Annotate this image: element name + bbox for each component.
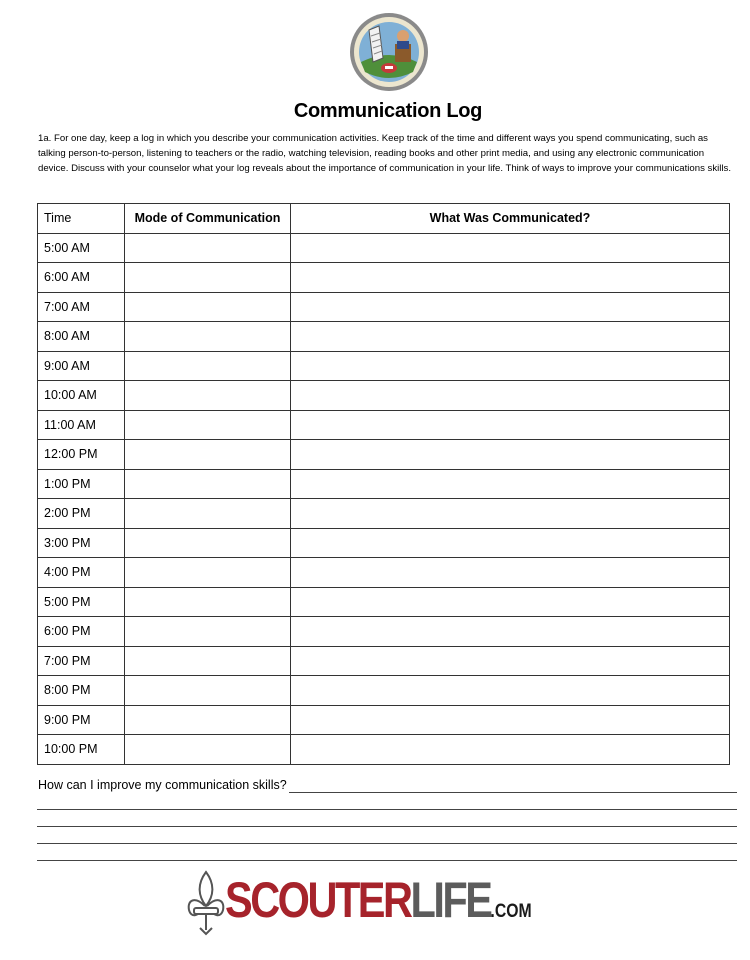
scouterlife-logo	[185, 868, 605, 938]
time-cell: 2:00 PM	[38, 499, 125, 529]
table-row	[38, 587, 730, 617]
communication-log-table	[37, 203, 730, 765]
answer-line[interactable]	[37, 831, 737, 844]
what-cell[interactable]	[291, 705, 730, 735]
table-row	[38, 233, 730, 263]
what-cell[interactable]	[291, 233, 730, 263]
time-cell: 6:00 AM	[38, 263, 125, 293]
time-cell: 7:00 AM	[38, 292, 125, 322]
table-row	[38, 499, 730, 529]
what-cell[interactable]	[291, 587, 730, 617]
table-row	[38, 440, 730, 470]
mode-cell[interactable]	[125, 499, 291, 529]
mode-cell[interactable]	[125, 322, 291, 352]
table-row	[38, 292, 730, 322]
time-cell: 4:00 PM	[38, 558, 125, 588]
mode-cell[interactable]	[125, 292, 291, 322]
table-row	[38, 617, 730, 647]
page-title: Communication Log	[293, 100, 483, 122]
mode-cell[interactable]	[125, 587, 291, 617]
mode-cell[interactable]	[125, 381, 291, 411]
what-cell[interactable]	[291, 410, 730, 440]
table-row	[38, 351, 730, 381]
mode-cell[interactable]	[125, 440, 291, 470]
time-cell: 1:00 PM	[38, 469, 125, 499]
table-header-row	[38, 204, 730, 234]
what-cell[interactable]	[291, 322, 730, 352]
table-row	[38, 528, 730, 558]
table-row	[38, 735, 730, 765]
mode-cell[interactable]	[125, 646, 291, 676]
what-cell[interactable]	[291, 676, 730, 706]
what-cell[interactable]	[291, 440, 730, 470]
logo-wordmark	[225, 865, 532, 947]
what-cell[interactable]	[291, 735, 730, 765]
answer-line[interactable]	[37, 848, 737, 861]
header-what: What Was Communicated?	[291, 204, 730, 234]
mode-cell[interactable]	[125, 705, 291, 735]
mode-cell[interactable]	[125, 233, 291, 263]
time-cell: 8:00 PM	[38, 676, 125, 706]
header-mode: Mode of Communication	[125, 204, 291, 234]
time-cell: 7:00 PM	[38, 646, 125, 676]
log-body	[38, 233, 730, 764]
table-row	[38, 705, 730, 735]
time-cell: 10:00 PM	[38, 735, 125, 765]
table-row	[38, 381, 730, 411]
table-row	[38, 263, 730, 293]
answer-line[interactable]	[37, 797, 737, 810]
mode-cell[interactable]	[125, 676, 291, 706]
mode-cell[interactable]	[125, 558, 291, 588]
logo-text-com: .COM	[490, 901, 532, 922]
what-cell[interactable]	[291, 528, 730, 558]
mode-cell[interactable]	[125, 351, 291, 381]
table-row	[38, 410, 730, 440]
time-cell: 3:00 PM	[38, 528, 125, 558]
what-cell[interactable]	[291, 499, 730, 529]
what-cell[interactable]	[291, 646, 730, 676]
table-row	[38, 646, 730, 676]
what-cell[interactable]	[291, 263, 730, 293]
improve-question: How can I improve my communication skills?	[38, 778, 287, 792]
mode-cell[interactable]	[125, 528, 291, 558]
what-cell[interactable]	[291, 351, 730, 381]
mode-cell[interactable]	[125, 617, 291, 647]
time-cell: 5:00 PM	[38, 587, 125, 617]
time-cell: 10:00 AM	[38, 381, 125, 411]
time-cell: 8:00 AM	[38, 322, 125, 352]
time-cell: 5:00 AM	[38, 233, 125, 263]
mode-cell[interactable]	[125, 469, 291, 499]
table-row	[38, 322, 730, 352]
logo-text-scouter: SCOUTER	[225, 872, 411, 928]
instructions-text: 1a. For one day, keep a log in which you describe your communication activities. Keep track of the time and different ways you spend communicating, such as talking person-to-person, listening to teachers or the radio, watching television, reading books and other print media, and using any electronic communication device. Discuss with your counselor what your log reveals about the importance of communication in your life. Think of ways to improve your communications skills.	[38, 133, 732, 174]
mode-cell[interactable]	[125, 263, 291, 293]
what-cell[interactable]	[291, 558, 730, 588]
answer-line[interactable]	[37, 814, 737, 827]
fleur-de-lis-icon	[185, 870, 227, 936]
table-row	[38, 469, 730, 499]
mode-cell[interactable]	[125, 410, 291, 440]
what-cell[interactable]	[291, 617, 730, 647]
time-cell: 6:00 PM	[38, 617, 125, 647]
time-cell: 11:00 AM	[38, 410, 125, 440]
header-time: Time	[38, 204, 125, 234]
logo-text-life: LIFE	[410, 872, 491, 928]
time-cell: 9:00 PM	[38, 705, 125, 735]
mode-cell[interactable]	[125, 735, 291, 765]
what-cell[interactable]	[291, 469, 730, 499]
table-row	[38, 676, 730, 706]
what-cell[interactable]	[291, 292, 730, 322]
answer-line[interactable]	[289, 780, 737, 793]
what-cell[interactable]	[291, 381, 730, 411]
table-row	[38, 558, 730, 588]
time-cell: 9:00 AM	[38, 351, 125, 381]
time-cell: 12:00 PM	[38, 440, 125, 470]
communication-merit-badge-icon	[349, 12, 429, 92]
